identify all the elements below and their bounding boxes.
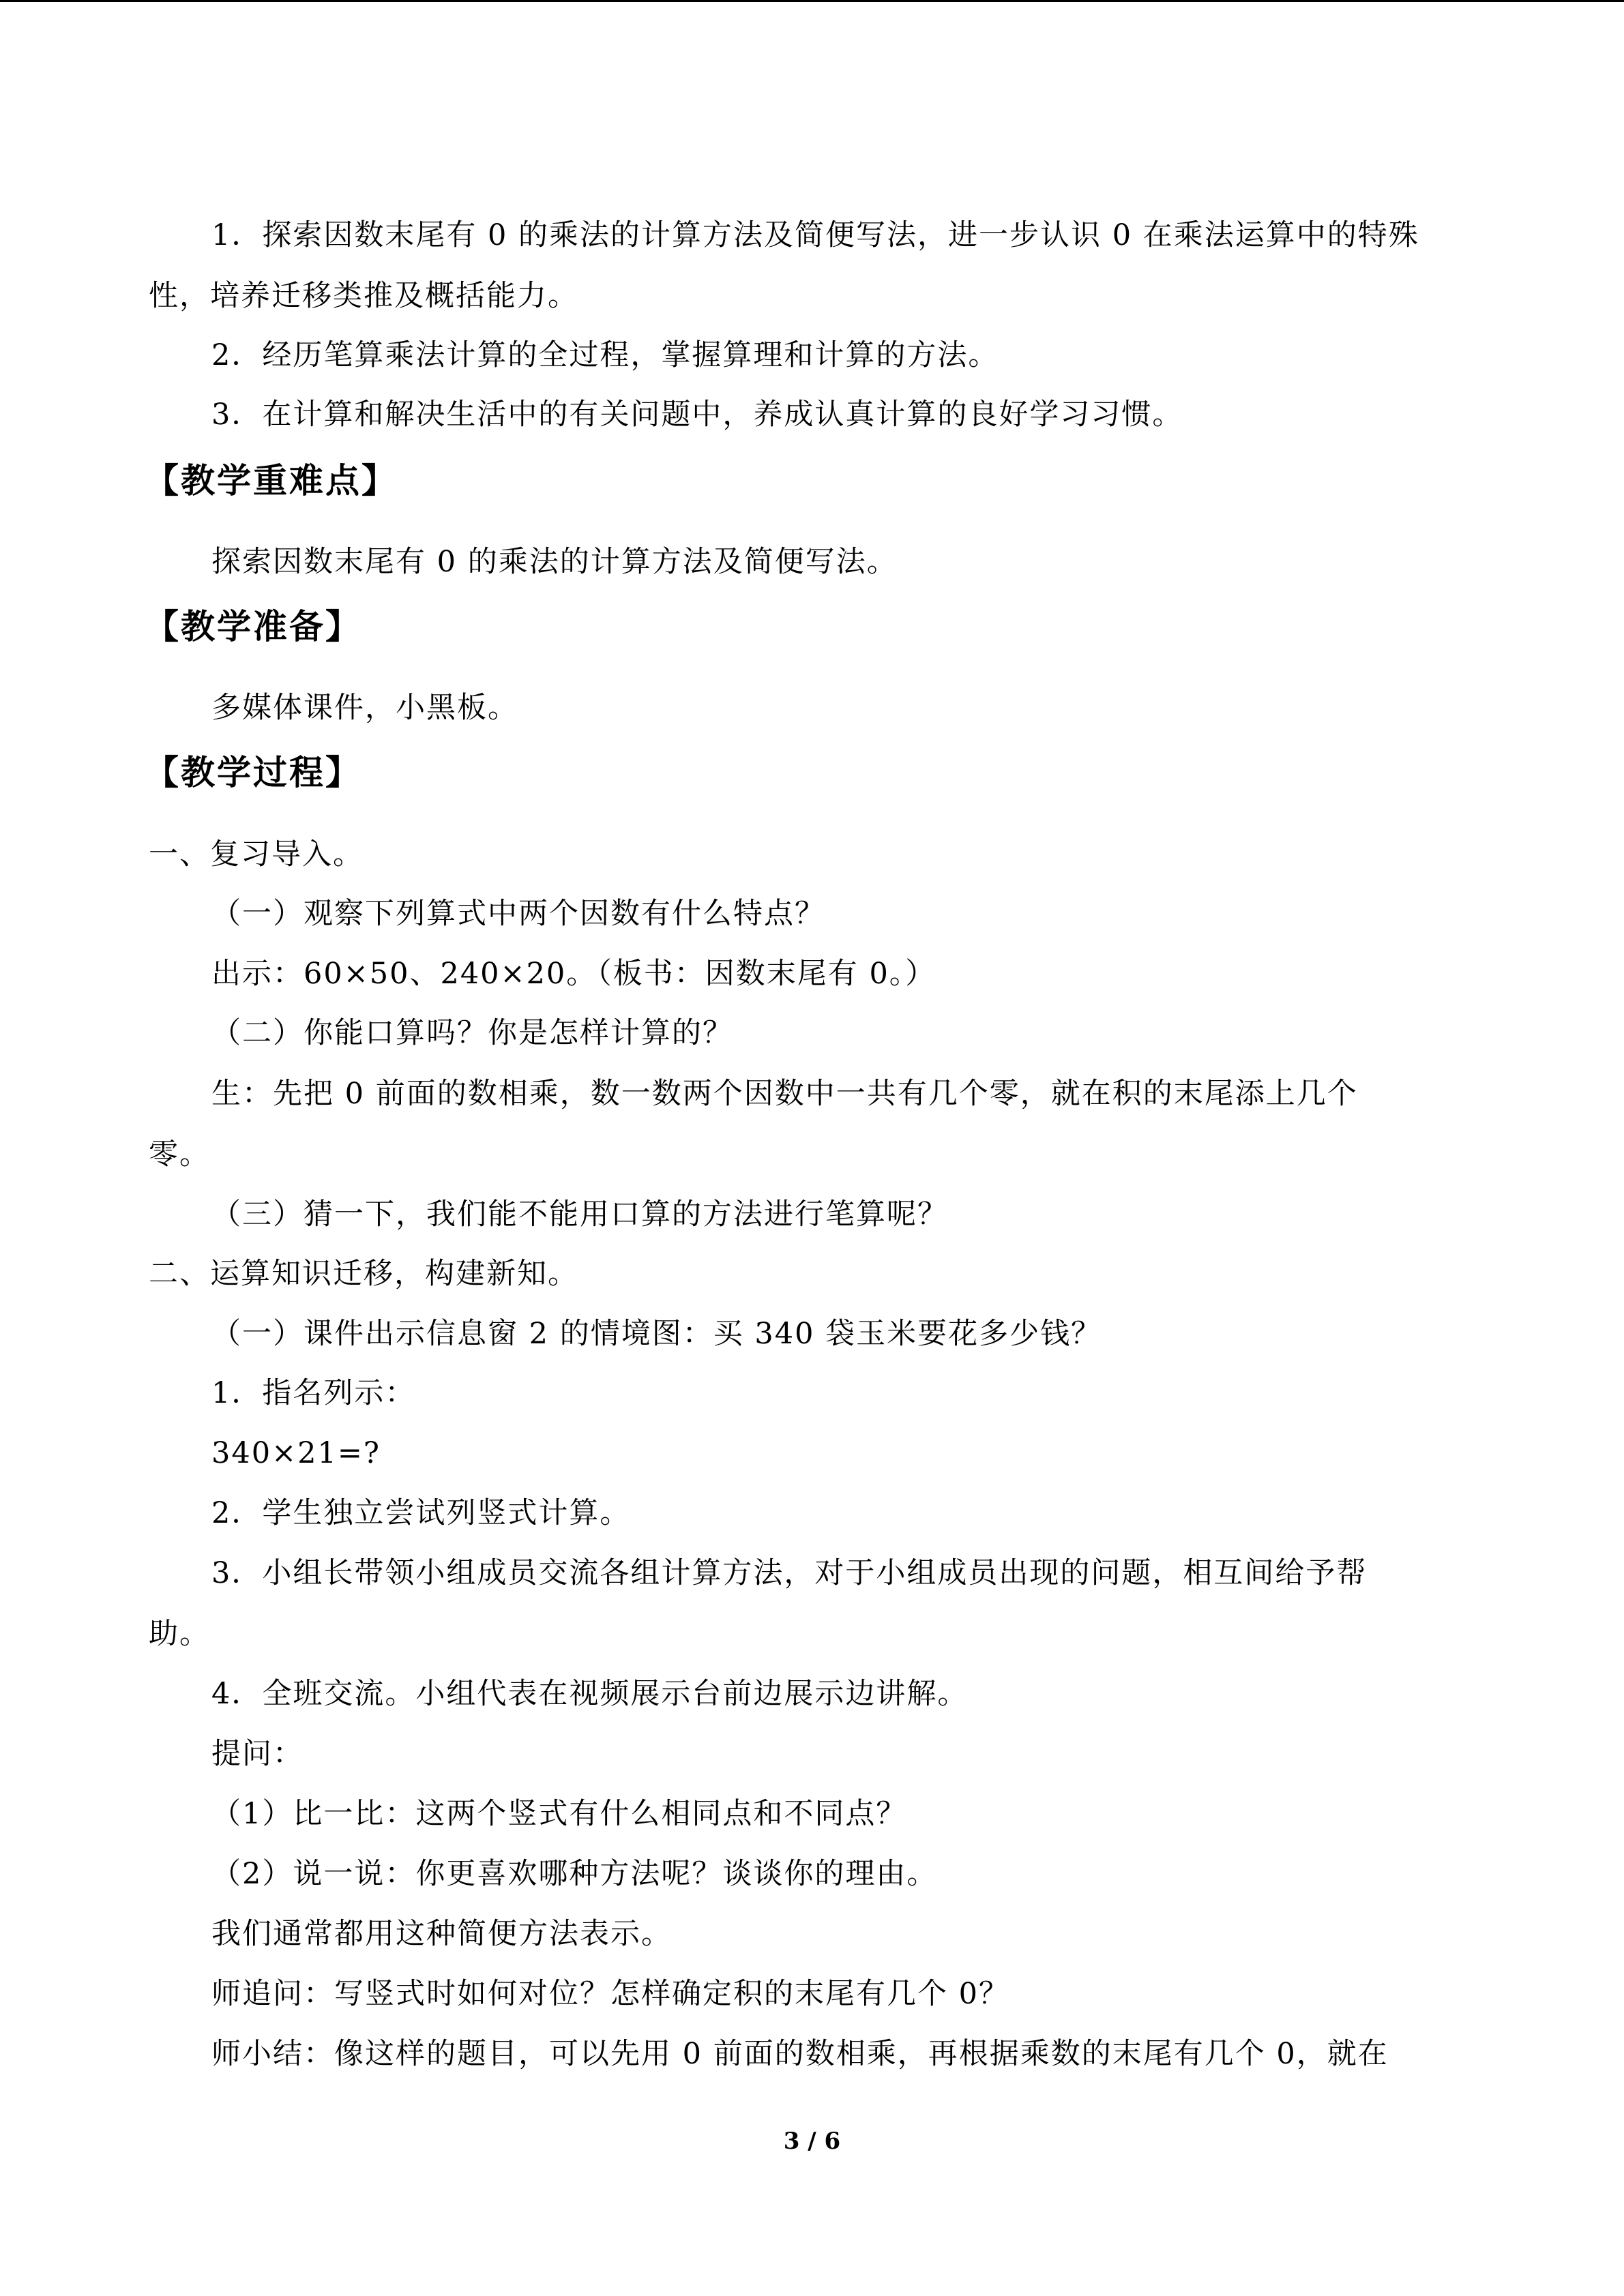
preparation-heading: 【教学准备】 — [145, 607, 361, 646]
preparation-text: 多媒体课件，小黑板。 — [211, 691, 518, 725]
process-line: （2）说一说：你更喜欢哪种方法呢？谈谈你的理由。 — [211, 1857, 938, 1891]
process-line: （一）课件出示信息窗 2 的情境图：买 340 袋玉米要花多少钱？ — [211, 1317, 1102, 1351]
key-points-text: 探索因数末尾有 0 的乘法的计算方法及简便写法。 — [211, 545, 898, 579]
process-line: 我们通常都用这种简便方法表示。 — [211, 1917, 672, 1951]
process-line: 助。 — [149, 1617, 210, 1651]
process-line: （三）猜一下，我们能不能用口算的方法进行笔算呢？ — [211, 1197, 948, 1232]
process-line: 3．小组长带领小组成员交流各组计算方法，对于小组成员出现的问题，相互间给予帮 — [211, 1556, 1368, 1590]
process-line: 一、复习导入。 — [149, 837, 364, 871]
process-line: 出示：60×50、240×20。（板书：因数末尾有 0。） — [211, 957, 936, 991]
process-line: 2．学生独立尝试列竖式计算。 — [211, 1496, 631, 1530]
process-line: 生：先把 0 前面的数相乘，数一数两个因数中一共有几个零，就在积的末尾添上几个 — [211, 1077, 1358, 1111]
process-line: 1．指名列示： — [211, 1376, 416, 1410]
process-line: 二、运算知识迁移，构建新知。 — [149, 1257, 578, 1291]
objective-1-line-1: 1．探索因数末尾有 0 的乘法的计算方法及简便写法，进一步认识 0 在乘法运算中的特殊 — [211, 218, 1419, 252]
process-line: 4．全班交流。小组代表在视频展示台前边展示边讲解。 — [211, 1677, 969, 1711]
process-line: 零。 — [149, 1137, 210, 1172]
process-line: （二）你能口算吗？你是怎样计算的？ — [211, 1016, 733, 1050]
page-top-border — [0, 0, 1624, 2]
objective-1-line-2: 性，培养迁移类推及概括能力。 — [149, 279, 578, 313]
process-line: （一）观察下列算式中两个因数有什么特点？ — [211, 897, 825, 931]
process-line: （1）比一比：这两个竖式有什么相同点和不同点？ — [211, 1797, 907, 1831]
process-line: 师小结：像这样的题目，可以先用 0 前面的数相乘，再根据乘数的末尾有几个 0，就在 — [211, 2037, 1389, 2071]
process-heading: 【教学过程】 — [145, 753, 361, 792]
page-number: 3 / 6 — [783, 2128, 841, 2155]
key-points-heading: 【教学重难点】 — [145, 461, 398, 501]
objective-3: 3．在计算和解决生活中的有关问题中，养成认真计算的良好学习习惯。 — [211, 398, 1183, 432]
process-line: 提问： — [211, 1737, 304, 1771]
objective-2: 2．经历笔算乘法计算的全过程，掌握算理和计算的方法。 — [211, 338, 999, 372]
process-line: 师追问：写竖式时如何对位？怎样确定积的末尾有几个 0？ — [211, 1977, 1010, 2011]
process-line: 340×21=? — [211, 1436, 381, 1470]
